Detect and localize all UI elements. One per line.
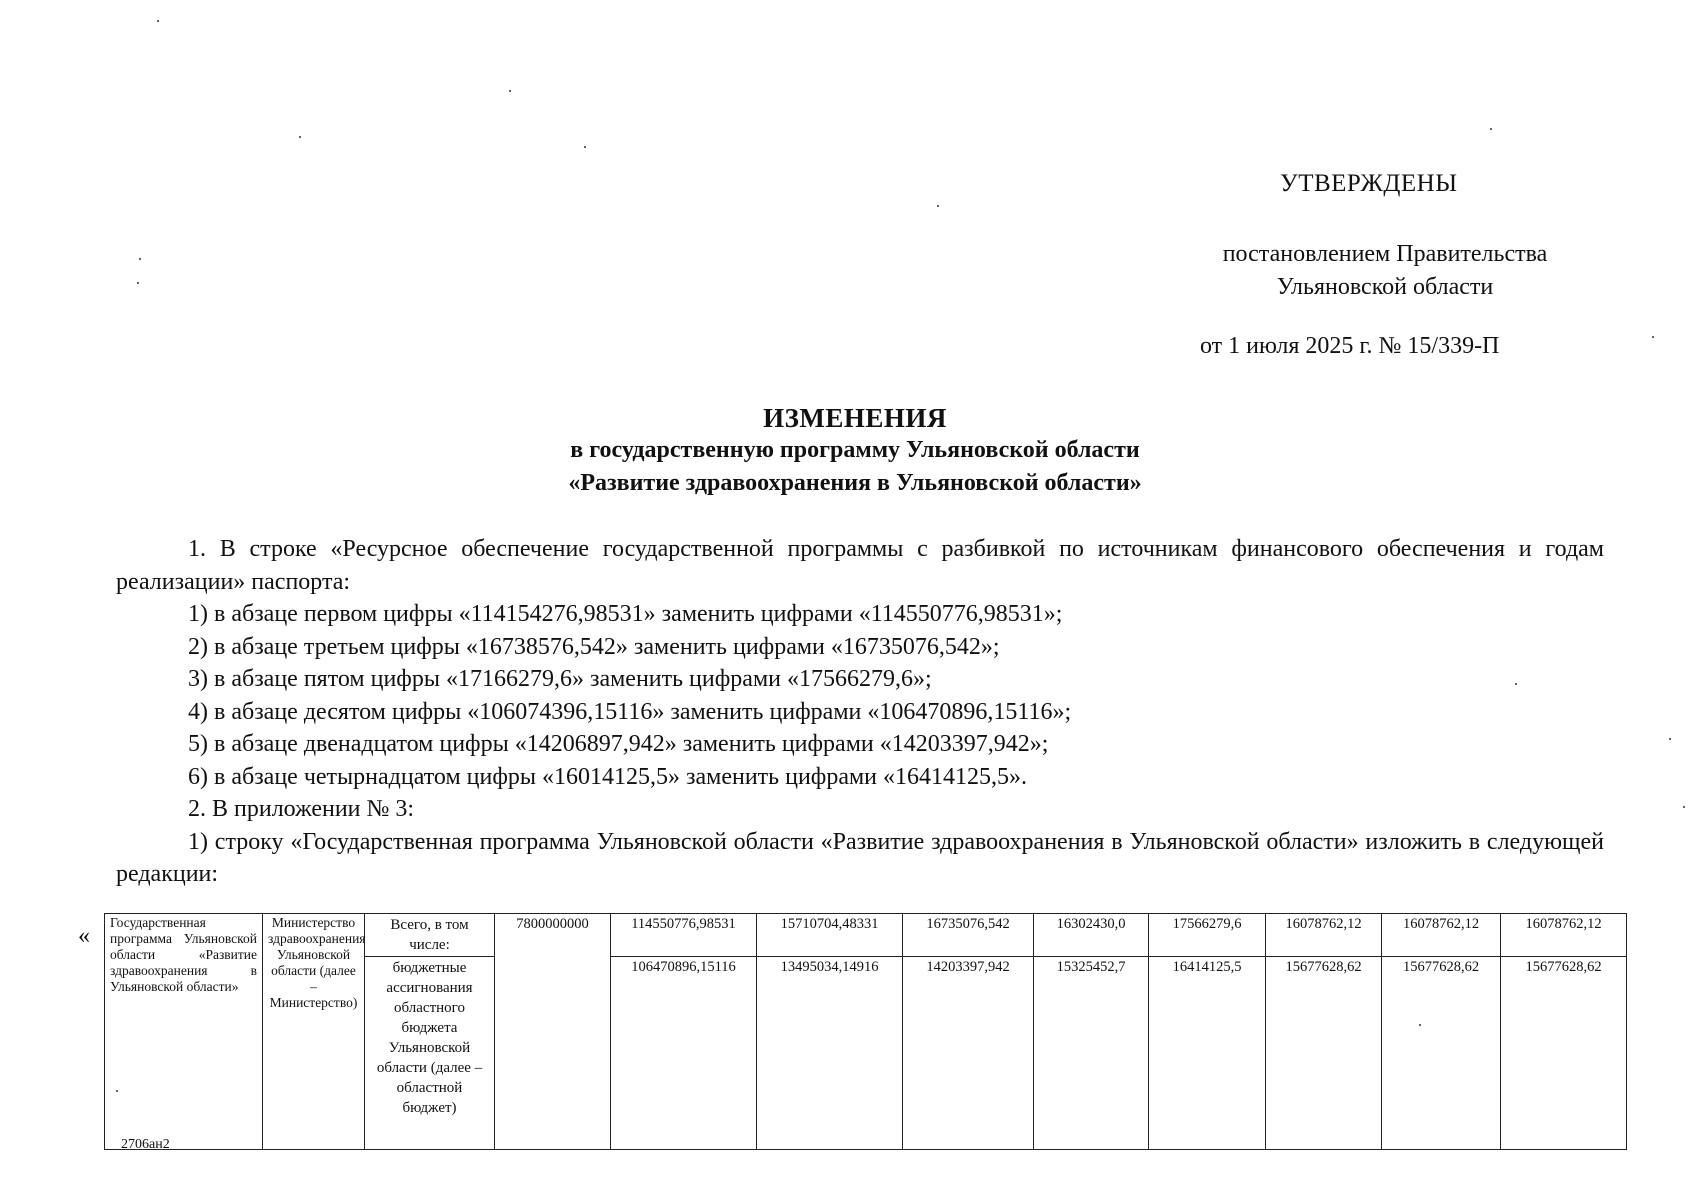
scan-speck	[1419, 1024, 1421, 1026]
paragraph-2-item-1: 1) строку «Государственная программа Ульяновской области «Развитие здравоохранения в Ульяновской области» изложить в следующей редакции:	[116, 828, 1604, 887]
scan-speck	[1669, 738, 1671, 740]
scan-speck	[116, 1090, 118, 1092]
program-funding-table	[104, 913, 1627, 1150]
decree-reference	[1180, 238, 1590, 304]
title-line-3: «Развитие здравоохранения в Ульяновской области»	[568, 470, 1142, 496]
budget-value-cell: 15325452,7	[1034, 957, 1149, 1150]
decree-date: от 1 июля 2025 г. № 15/339-П	[1200, 333, 1500, 359]
budget-value-cell: 106470896,15116	[611, 957, 757, 1150]
title-line-2: в государственную программу Ульяновской области	[570, 437, 1140, 463]
scan-speck	[584, 146, 586, 148]
paragraph-1: 1. В строке «Ресурсное обеспечение государственной программы с разбивкой по источникам финансового обеспечения и годам реализации» паспорта:	[116, 536, 1604, 595]
document-title	[300, 402, 1410, 500]
budget-value-cell: 15677628,62	[1501, 957, 1627, 1150]
document-body	[116, 533, 1604, 891]
paragraph-2: 2. В приложении № 3:	[188, 796, 415, 822]
title-main: ИЗМЕНЕНИЯ	[763, 403, 947, 433]
scan-speck	[1683, 806, 1685, 808]
budget-label-cell: бюджетные ассигнования областного бюджета Ульяновской области (далее – областной бюджет)	[365, 957, 495, 1150]
scan-speck	[1652, 336, 1654, 338]
budget-value-cell: 14203397,942	[903, 957, 1034, 1150]
paragraph-1-item-3: 3) в абзаце пятом цифры «17166279,6» заменить цифрами «17566279,6»;	[188, 666, 932, 692]
scan-speck	[509, 90, 511, 92]
total-value-cell: 16302430,0	[1034, 914, 1149, 957]
scan-speck	[937, 205, 939, 207]
budget-value-cell: 16414125,5	[1149, 957, 1266, 1150]
scan-speck	[137, 282, 139, 284]
total-value-cell: 16078762,12	[1382, 914, 1501, 957]
paragraph-1-item-6: 6) в абзаце четырнадцатом цифры «16014125,5» заменить цифрами «16414125,5».	[188, 763, 1028, 790]
decree-line-2: Ульяновской области	[1276, 274, 1494, 300]
scan-speck	[139, 258, 141, 260]
paragraph-1-item-5: 5) в абзаце двенадцатом цифры «14206897,942» заменить цифрами «14203397,942»;	[188, 731, 1049, 757]
approval-stamp-heading: УТВЕРЖДЕНЫ	[1280, 170, 1458, 197]
table-row-total	[105, 914, 1627, 957]
total-value-cell: 17566279,6	[1149, 914, 1266, 957]
scan-speck	[1515, 683, 1517, 685]
total-label-cell: Всего, в том числе:	[365, 914, 495, 957]
program-name-cell: Государственная программа Ульяновской области «Развитие здравоохранения в Ульяновской области»	[105, 914, 263, 1150]
paragraph-1-item-4: 4) в абзаце десятом цифры «106074396,15116» заменить цифрами «106470896,15116»;	[188, 698, 1072, 725]
budget-value-cell: 13495034,14916	[757, 957, 903, 1150]
document-footer-code: 2706ан2	[121, 1137, 170, 1152]
total-value-cell: 15710704,48331	[757, 914, 903, 957]
scan-speck	[1490, 128, 1492, 130]
scan-speck	[299, 136, 301, 138]
decree-line-1: постановлением Правительства	[1222, 241, 1548, 267]
budget-value-cell: 15677628,62	[1266, 957, 1382, 1150]
scan-speck	[157, 20, 159, 22]
paragraph-1-item-1: 1) в абзаце первом цифры «114154276,98531» заменить цифрами «114550776,98531»;	[188, 601, 1063, 627]
program-code-cell: 7800000000	[495, 914, 611, 1150]
executor-cell: Министерство здравоохранения Ульяновской области (далее – Министерство)	[263, 914, 365, 1150]
total-value-cell: 114550776,98531	[611, 914, 757, 957]
total-value-cell: 16078762,12	[1501, 914, 1627, 957]
total-value-cell: 16078762,12	[1266, 914, 1382, 957]
opening-quote-mark: «	[78, 923, 90, 949]
paragraph-1-item-2: 2) в абзаце третьем цифры «16738576,542» заменить цифрами «16735076,542»;	[188, 633, 1000, 660]
budget-value-cell: 15677628,62	[1382, 957, 1501, 1150]
total-value-cell: 16735076,542	[903, 914, 1034, 957]
